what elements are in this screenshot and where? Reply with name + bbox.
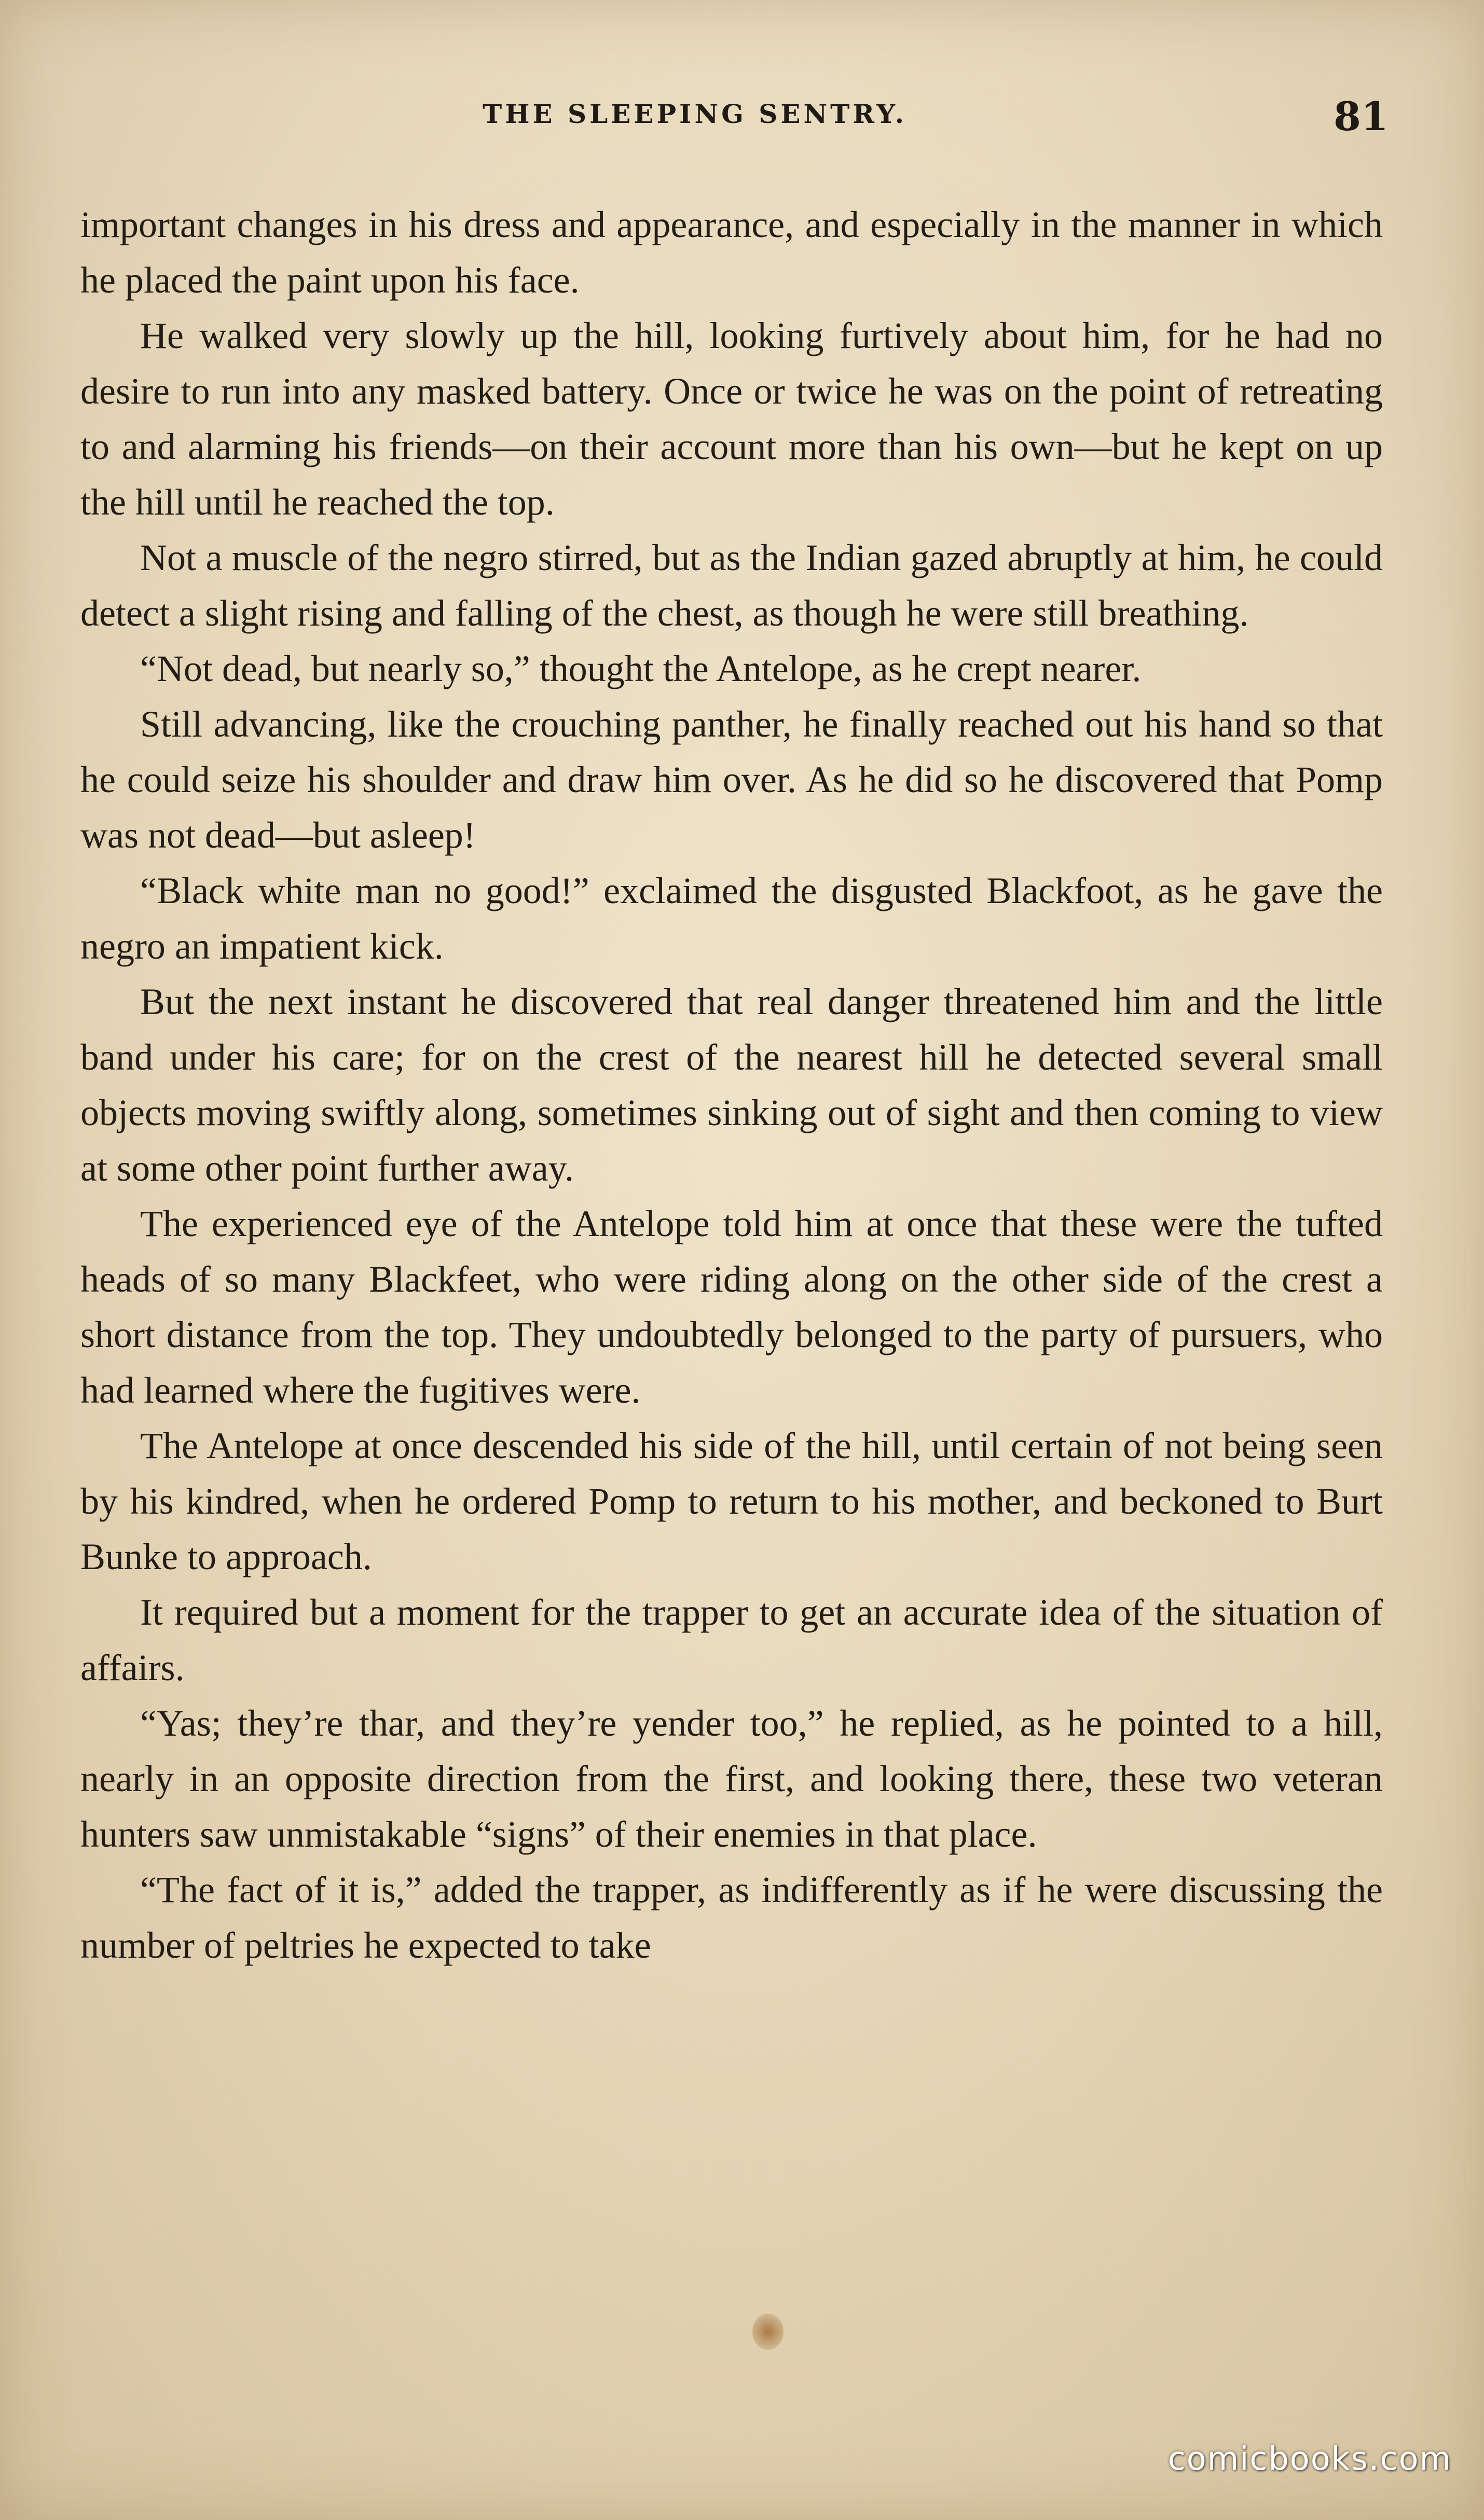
paragraph-9: The Antelope at once descended his side of the hill, until certain of not being seen by his kindred, when he ordered Pomp to return to his mother, and beckoned to Burt Bunke to approach.	[80, 1425, 1383, 1577]
paragraph-8: The experienced eye of the Antelope told him at once that these were the tufted heads of so many Blackfeet, who were riding along on the other side of the crest a short distance from the top. They undoubtedly belonged to the party of pursuers, who had learned where the fugitives were.	[80, 1203, 1383, 1411]
paragraph-12: “The fact of it is,” added the trapper, as indifferently as if he were discussing the number of peltries he expected to take	[80, 1869, 1383, 1966]
paragraph-10: It required but a moment for the trapper to get an accurate idea of the situation of affairs.	[80, 1591, 1383, 1688]
paragraph-11: “Yas; they’re thar, and they’re yender too,” he replied, as he pointed to a hill, nearly in an opposite direction from the first, and looking there, these two veteran hunters saw unmistakable “signs” of their enemies in that place.	[80, 1702, 1383, 1855]
paragraph-4: “Not dead, but nearly so,” thought the Antelope, as he crept nearer.	[140, 648, 1142, 689]
page-number: 81	[1334, 93, 1389, 140]
body-text	[80, 197, 1383, 1973]
watermark: comicbooks.com	[1167, 2440, 1452, 2477]
paragraph-5: Still advancing, like the crouching panther, he finally reached out his hand so that he could seize his shoulder and draw him over. As he did so he discovered that Pomp was not dead—but asleep!	[80, 703, 1383, 856]
paragraph-2: He walked very slowly up the hill, looking furtively about him, for he had no desire to run into any masked battery. Once or twice he was on the point of retreating to and alarming his friends—on their account more than his own—but he kept on up the hill until he reached the top.	[80, 315, 1383, 523]
paper-stain	[752, 2314, 784, 2350]
paragraph-7: But the next instant he discovered that real danger threatened him and the little band under his care; for on the crest of the nearest hill he detected several small objects moving swiftly along, sometimes sinking out of sight and then coming to view at some other point further away.	[80, 981, 1383, 1189]
running-title: THE SLEEPING SENTRY.	[483, 99, 908, 129]
paragraph-6: “Black white man no good!” exclaimed the disgusted Blackfoot, as he gave the negro an impatient kick.	[80, 870, 1383, 967]
running-header	[0, 93, 1484, 145]
paragraph-1: important changes in his dress and appearance, and especially in the manner in which he placed the paint upon his face.	[80, 204, 1383, 301]
paragraph-3: Not a muscle of the negro stirred, but as the Indian gazed abruptly at him, he could detect a slight rising and falling of the chest, as though he were still breathing.	[80, 537, 1383, 634]
